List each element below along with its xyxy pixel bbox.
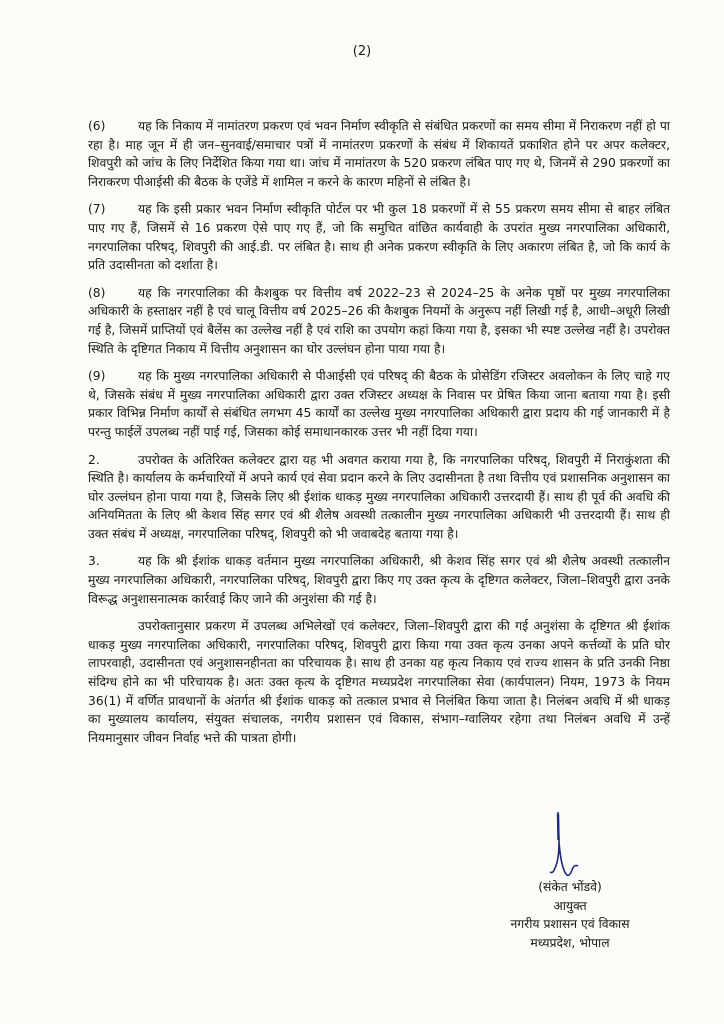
paragraph-number: (9) <box>88 369 106 384</box>
paragraph-text: यह कि इसी प्रकार भवन निर्माण स्वीकृति पोर्टल पर भी कुल 18 प्रकरणों में से 55 प्रकरण समय सीमा से बाहर लंबित पाए गए हैं, जिसमें से 16 प्रकरण ऐसे पाए गए हैं, जो कि समुचित वांछित कार्यवाही के उपरांत मुख्य नगरपालिका अधिकारी, नगरपालिका परिषद्, शिवपुरी की आई.डी. पर लंबित है। साथ ही अनेक प्रकरण स्वीकृति के लिए अकारण लंबित है, जो कि कार्य के प्रति उदासीनता को दर्शाता है। <box>88 202 670 273</box>
paragraph-text: यह कि मुख्य नगरपालिका अधिकारी से पीआईसी एवं परिषद् की बैठक के प्रोसेडिंग रजिस्टर अवलोकन के लिए चाहे गए थे, जिसके संबंध में मुख्य नगरपालिका अधिकारी द्वारा उक्त रजिस्टर अध्यक्ष के निवास पर प्रेषित किया जाना बताया गया है। इसी प्रकार विभिन्न निर्माण कार्यों से संबंधित लगभग 45 कार्यों का उल्लेख मुख्य नगरपालिका अधिकारी द्वारा प्रदाय की गई जानकारी में है परन्तु फाईलें उपलब्ध नहीं पाई गई, जिसका कोई समाधानकारक उत्तर भी नहीं दिया गया। <box>88 369 670 439</box>
paragraph-number: 2. <box>88 452 100 467</box>
signatory-location: मध्यप्रदेश, भोपाल <box>530 935 610 950</box>
signature-icon <box>528 812 588 882</box>
paragraph-number: (6) <box>88 119 106 133</box>
signatory-designation: आयुक्त <box>553 898 587 913</box>
paragraph-number: (8) <box>88 285 106 300</box>
paragraph-7 <box>88 200 670 274</box>
signature-block <box>470 878 670 952</box>
signatory-department: नगरीय प्रशासन एवं विकास <box>510 917 630 932</box>
paragraph-text: उपरोक्त के अतिरिक्त कलेक्टर द्वारा यह भी अवगत कराया गया है, कि नगरपालिका परिषद्, शिवपुरी में निराकुंशता की स्थिति है। कार्यालय के कर्मचारियों में अपने कार्य एवं सेवा प्रदान करने के लिए उदासीनता है तथा वित्तीय एवं प्रशासनिक अनुशासन का घोर उल्लंघन होना पाया गया है, जिसके लिए श्री ईशांक धाकड़ मुख्य नगरपालिका अधिकारी उत्तरदायी हैं। साथ ही पूर्व की अवधि की अनियमितता के लिए श्री केशव सिंह सगर एवं श्री शैलेष अवस्थी तत्कालीन मुख्य नगरपालिका अधिकारी भी उत्तरदायी हैं। साथ ही उक्त संबंध में अध्यक्ष, नगरपालिका परिषद्, शिवपुरी को भी जवाबदेह बताया गया है। <box>88 452 670 541</box>
signatory-name: (संकेत भोंडवे) <box>538 880 602 894</box>
paragraph-text: यह कि निकाय में नामांतरण प्रकरण एवं भवन निर्माण स्वीकृति से संबंधित प्रकरणों का समय सीमा में निराकरण नहीं हो पा रहा है। माह जून में ही जन–सुनवाई/समाचार पत्रों में नामांतरण प्रकरणों के संबंध में शिकायतें प्रकाशित होने पर अपर कलेक्टर, शिवपुरी को जांच के लिए निर्देशित किया गया था। जांच में नामांतरण के 520 प्रकरण लंबित पाए गए थे, जिनमें से 290 प्रकरणों का निराकरण पीआईसी की बैठक के एजेंडे में शामिल न करने के कारण महिनों से लंबित है। <box>88 119 670 189</box>
document-body <box>88 117 670 756</box>
paragraph-8 <box>88 284 670 358</box>
paragraph-text: यह कि नगरपालिका की कैशबुक पर वित्तीय वर्ष 2022–23 से 2024–25 के अनेक पृष्ठों पर मुख्य नगरपालिका अधिकारी के हस्ताक्षर नहीं है एवं चालू वित्तीय वर्ष 2025–26 की कैशबुक नियमों के अनुरूप नहीं लिखी गई है, आधी–अधूरी लिखी गई है, जिसमें प्राप्तियों एवं बैलेंस का उल्लेख नहीं है एवं राशि का उपयोग कहां किया गया है, इसका भी स्पष्ट उल्लेख नहीं है। उपरोक्त स्थिति के दृष्टिगत निकाय में वित्तीय अनुशासन का घोर उल्लंघन होना पाया गया है। <box>88 285 670 356</box>
paragraph-text: यह कि श्री ईशांक धाकड़ वर्तमान मुख्य नगरपालिका अधिकारी, श्री केशव सिंह सगर एवं श्री शैलेष अवस्थी तत्कालीन मुख्य नगरपालिका अधिकारी, नगरपालिका परिषद्, शिवपुरी द्वारा किए गए उक्त कृत्य के दृष्टिगत कलेक्टर, जिला–शिवपुरी द्वारा उनके विरूद्ध अनुशासनात्मक कार्रवाई किए जाने की अनुशंसा की गई है। <box>88 554 670 606</box>
section-2 <box>88 451 670 544</box>
page-number: (2) <box>352 44 372 59</box>
conclusion-paragraph: उपरोक्तानुसार प्रकरण में उपलब्ध अभिलेखों एवं कलेक्टर, जिला–शिवपुरी द्वारा की गई अनुशंसा के दृष्टिगत श्री ईशांक धाकड़ मुख्य नगरपालिका अधिकारी, नगरपालिका परिषद्, शिवपुरी द्वारा किया गया उक्त कृत्य उनका अपने कर्त्तव्यों के प्रति घोर लापरवाही, उदासीनता एवं अनुशासनहीनता का परिचायक है। साथ ही उनका यह कृत्य निकाय एवं राज्य शासन के प्रति उनकी निष्ठा संदिग्ध होने का भी परिचायक है। अतः उक्त कृत्य के दृष्टिगत मध्यप्रदेश नगरपालिका सेवा (कार्यपालन) नियम, 1973 के नियम 36(1) में वर्णित प्रावधानों के अंतर्गत श्री ईशांक धाकड़ को तत्काल प्रभाव से निलंबित किया जाता है। निलंबन अवधि में श्री धाकड़ का मुख्यालय कार्यालय, संयुक्त संचालक, नगरीय प्रशासन एवं विकास, संभाग–ग्वालियर रहेगा तथा निलंबन अवधि में उन्हें नियमानुसार जीवन निर्वाह भत्ते की पात्रता होगी। <box>88 619 670 745</box>
section-3 <box>88 552 670 608</box>
paragraph-number: 3. <box>88 554 100 569</box>
paragraph-6 <box>88 117 670 191</box>
paragraph-9 <box>88 367 670 441</box>
paragraph-number: (7) <box>88 202 106 217</box>
